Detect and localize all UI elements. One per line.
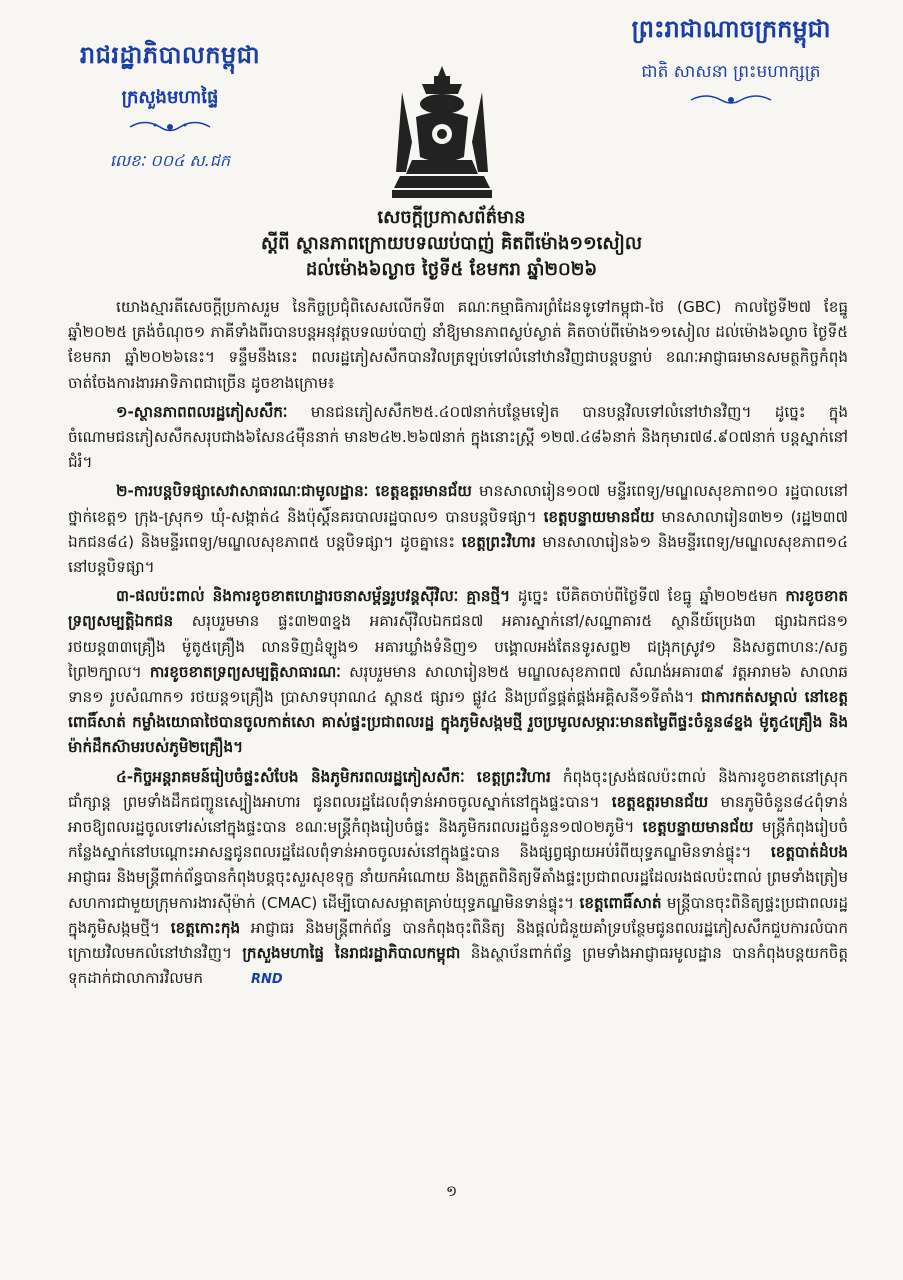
section-3: ៣-ផលប៉ះពាល់ និងការខូចខាតហេដ្ឋារចនាសម្ព័ន្ធរូបវន្តស៊ីវិលៈ គ្មានថ្មី។ ដូច្នេះ បើគិតចាប់ពីថ្ងៃទី៧ ខែធ្នូ ឆ្នាំ២០២៥មក ការខូចខាតទ្រព្យសម្បត្តិឯកជន សរុបរួមមាន ផ្ទះ៣២៣ខ្នង អគារស៊ីវិលឯកជន៧ អគារស្នាក់នៅ/សណ្ឋាគារ៥ ស្ថានីយ៍ប្រេង៣ ផ្សារឯកជន១ រថយន្ត៣៣គ្រឿង ម៉ូតូ៥គ្រឿង លានទិញដំឡូង១ អគារឃ្លាំងទំនិញ១ បង្គោលអង់តែនទូរសព្ទ២ ជង្រុកស្រូវ១ និងសត្វពាហនៈ/សត្វព្រៃ២ក្បាល។ ការខូចខាតទ្រព្យសម្បត្តិសាធារណៈ សរុបរួមមាន សាលារៀន២៥ មណ្ឌលសុខភាព៧ សំណង់អគារ៣៩ វត្តអារាម៦ សាលាឆទាន១ រូបសំណាក១ រថយន្ត១គ្រឿង ប្រាសាទបុរាណ៤ ស្ពាន៥ ផ្សារ១ ផ្លូវ៤ និងប្រព័ន្ធផ្គត់ផ្គង់អគ្គិសនី១ទីតាំង។ ជាការកត់សម្គាល់ នៅខេត្តពោធិ៍សាត់ កម្លាំងយោធាថៃបានចូលកាត់សោ គាស់ផ្ទះប្រជាពលរដ្ឋ ក្នុងភូមិសង្កមថ្មី រួចប្រមូលសម្ភារៈមានតម្លៃពីផ្ទះចំនួន៨ខ្នង ម៉ូតូ៤គ្រឿង និងម៉ាក់ដឹកស៊ាមរបស់ភូមិ២គ្រឿង។ bbox=[68, 587, 849, 757]
reference-number: លេខៈ ០០៤ ស.ជក bbox=[109, 151, 231, 170]
intro-paragraph: យោងស្មារតីសេចក្តីប្រកាសរួម នៃកិច្ចប្រជុំពិសេសលើកទី៣ គណៈកម្មាធិការព្រំដែនទូទៅកម្ពុជា-ថៃ (GBC) កាលថ្ងៃទី២៧ ខែធ្នូ ឆ្នាំ២០២៥ ត្រង់ចំណុច១ ភាគីទាំងពីរបានបន្តអនុវត្តបទឈប់បាញ់ នាំឱ្យមានភាពស្ងប់ស្ងាត់ គិតចាប់ពីម៉ោង១១សៀល ដល់ម៉ោង៦ល្ងាច ថ្ងៃទី៥ ខែមករា ឆ្នាំ២០២៦នេះ។ ទន្ទឹមនឹងនេះ ពលរដ្ឋភៀសសឹកបានវិលត្រឡប់ទៅលំនៅឋានវិញជាបន្តបន្ទាប់ ខណៈអាជ្ញាធរមានសមត្ថកិច្ចកំពុងចាត់ចែងការងារអាទិភាពជាច្រើន ដូចខាងក្រោម៖ bbox=[68, 298, 848, 392]
kingdom-block bbox=[581, 14, 881, 112]
issuer-block bbox=[30, 40, 310, 174]
ministry-name: ក្រសួងមហាផ្ទៃ bbox=[121, 87, 219, 108]
government-name: រាជរដ្ឋាភិបាលកម្ពុជា bbox=[79, 41, 261, 69]
document-body bbox=[68, 295, 848, 996]
section-2-heading: ២-ការបន្តបិទផ្សាសេវាសាធារណៈជាមូលដ្ឋានៈ bbox=[116, 482, 369, 501]
section-1: ១-ស្ថានភាពពលរដ្ឋភៀសសឹកៈ មានជនភៀសសឹក២៥.៤០៧នាក់បន្ថែមទៀត បានបន្តវិលទៅលំនៅឋានវិញ។ ដូច្នេះ ក្នុងចំណោមជនភៀសសឹកសរុបជាង៦សែន៤ម៉ឺននាក់ មាន២៤២.២៦៧នាក់ ក្នុងនោះស្ត្រី ១២៧.៤៨៦នាក់ និងកុមារ៧៨.៩០៧នាក់ បន្តស្នាក់នៅជំរំ។ bbox=[68, 402, 848, 472]
section-4-heading: ៤-កិច្ចអន្តរាគមន៍រៀបចំផ្ទះសំបែង និងភូមិករពលរដ្ឋភៀសសឹកៈ bbox=[116, 767, 465, 786]
royal-emblem-icon bbox=[382, 62, 502, 204]
title-line-3: ដល់ម៉ោង៦ល្ងាច ថ្ងៃទី៥ ខែមករា ឆ្នាំ២០២៦ bbox=[305, 259, 598, 280]
title-line-1: សេចក្តីប្រកាសព័ត៌មាន bbox=[377, 207, 526, 228]
kingdom-name: ព្រះរាជាណាចក្រកម្ពុជា bbox=[631, 15, 831, 43]
section-2: ២-ការបន្តបិទផ្សាសេវាសាធារណៈជាមូលដ្ឋានៈ ខេត្តឧត្តរមានជ័យ មានសាលារៀន១០៧ មន្ទីរពេទ្យ/មណ្ឌលសុខភាព១០ រដ្ឋបាលនៅថ្នាក់ខេត្ត១ ក្រុង-ស្រុក១ ឃុំ-សង្កាត់៤ និងប៉ុស្តិ៍នគរបាលរដ្ឋបាល១ បានបន្តបិទផ្សា។ ខេត្តបន្ទាយមានជ័យ មានសាលារៀន៣២១ (រដ្ឋ២៣៧ ឯកជន៨៤) និងមន្ទីរពេទ្យ/មណ្ឌលសុខភាព៥ បន្តបិទផ្សា។ ដូចគ្នានេះ ខេត្តព្រះវិហារ មានសាលារៀន៦១ និងមន្ទីរពេទ្យ/មណ្ឌលសុខភាព១៤ នៅបន្តបិទផ្សា។ bbox=[68, 482, 849, 577]
national-motto: ជាតិ សាសនា ព្រះមហាក្សត្រ bbox=[641, 62, 821, 82]
section-3-heading: ៣-ផលប៉ះពាល់ និងការខូចខាតហេដ្ឋារចនាសម្ព័ន្ធរូបវន្តស៊ីវិលៈ គ្មានថ្មី។ bbox=[116, 587, 511, 606]
ornament-icon bbox=[125, 118, 215, 136]
section-1-heading: ១-ស្ថានភាពពលរដ្ឋភៀសសឹកៈ bbox=[116, 402, 288, 421]
page-number: ១ bbox=[445, 1182, 458, 1200]
initials-mark: RND bbox=[250, 972, 283, 988]
ornament-icon bbox=[686, 92, 776, 108]
section-4: ៤-កិច្ចអន្តរាគមន៍រៀបចំផ្ទះសំបែង និងភូមិករពលរដ្ឋភៀសសឹកៈ ខេត្តព្រះវិហារ កំពុងចុះស្រង់ផលប៉ះពាល់ និងការខូចខាតនៅស្រុកជាំក្សាន្ត ព្រមទាំងដឹកជញ្ជូនស្បៀងអាហារ ជូនពលរដ្ឋដែលពុំទាន់អាចចូលស្នាក់នៅក្នុងផ្ទះបាន។ ខេត្តឧត្តរមានជ័យ មានភូមិចំនួន៨៤ពុំទាន់អាចឱ្យពលរដ្ឋចូលទៅរស់នៅក្នុងផ្ទះបាន ខណៈមន្ត្រីកំពុងរៀបចំផ្ទះ និងភូមិករពលរដ្ឋចំនួន១៧០២ភូមិ។ ខេត្តបន្ទាយមានជ័យ មន្ត្រីកំពុងរៀបចំកន្លែងស្នាក់នៅបណ្តោះអាសន្នជូនពលរដ្ឋដែលពុំទាន់អាចចូលរស់នៅក្នុងផ្ទះបាន និងផ្សព្វផ្សាយអប់រំពីយុទ្ធភណ្ឌមិនទាន់ផ្ទុះ។ ខេត្តបាត់ដំបង អាជ្ញាធរ និងមន្ត្រីពាក់ព័ន្ធបានកំពុងបន្តចុះសួរសុខទុក្ខ នាំយកអំណោយ និងត្រួតពិនិត្យទីតាំងផ្ទះប្រជាពលរដ្ឋដែលរងផលប៉ះពាល់ ព្រមទាំងត្រៀមសហការជាមួយក្រុមការងារស៊ីម៉ាក់ (CMAC) ដើម្បីបោសសម្អាតគ្រាប់យុទ្ធភណ្ឌមិនទាន់ផ្ទុះ។ ខេត្តពោធិ៍សាត់ មន្ត្រីបានចុះពិនិត្យផ្ទះប្រជាពលរដ្ឋក្នុងភូមិសង្កមថ្មី។ ខេត្តកោះកុង អាជ្ញាធរ និងមន្ត្រីពាក់ព័ន្ធ បានកំពុងចុះពិនិត្យ និងផ្តល់ជំនួយគាំទ្របន្ថែមជូនពលរដ្ឋភៀសសឹកជួបការលំបាក ក្រោយវិលមកលំនៅឋានវិញ។ ក្រសួងមហាផ្ទៃ នៃរាជរដ្ឋាភិបាលកម្ពុជា និងស្ថាប័នពាក់ព័ន្ធ ព្រមទាំងអាជ្ញាធរមូលដ្ឋាន បានកំពុងបន្តយកចិត្តទុកដាក់ជាលាការវិលមក RND bbox=[68, 765, 848, 993]
document-title bbox=[90, 205, 813, 283]
title-line-2: ស្តីពី ស្ថានភាពក្រោយបទឈប់បាញ់ គិតពីម៉ោង១១សៀល bbox=[261, 233, 642, 254]
